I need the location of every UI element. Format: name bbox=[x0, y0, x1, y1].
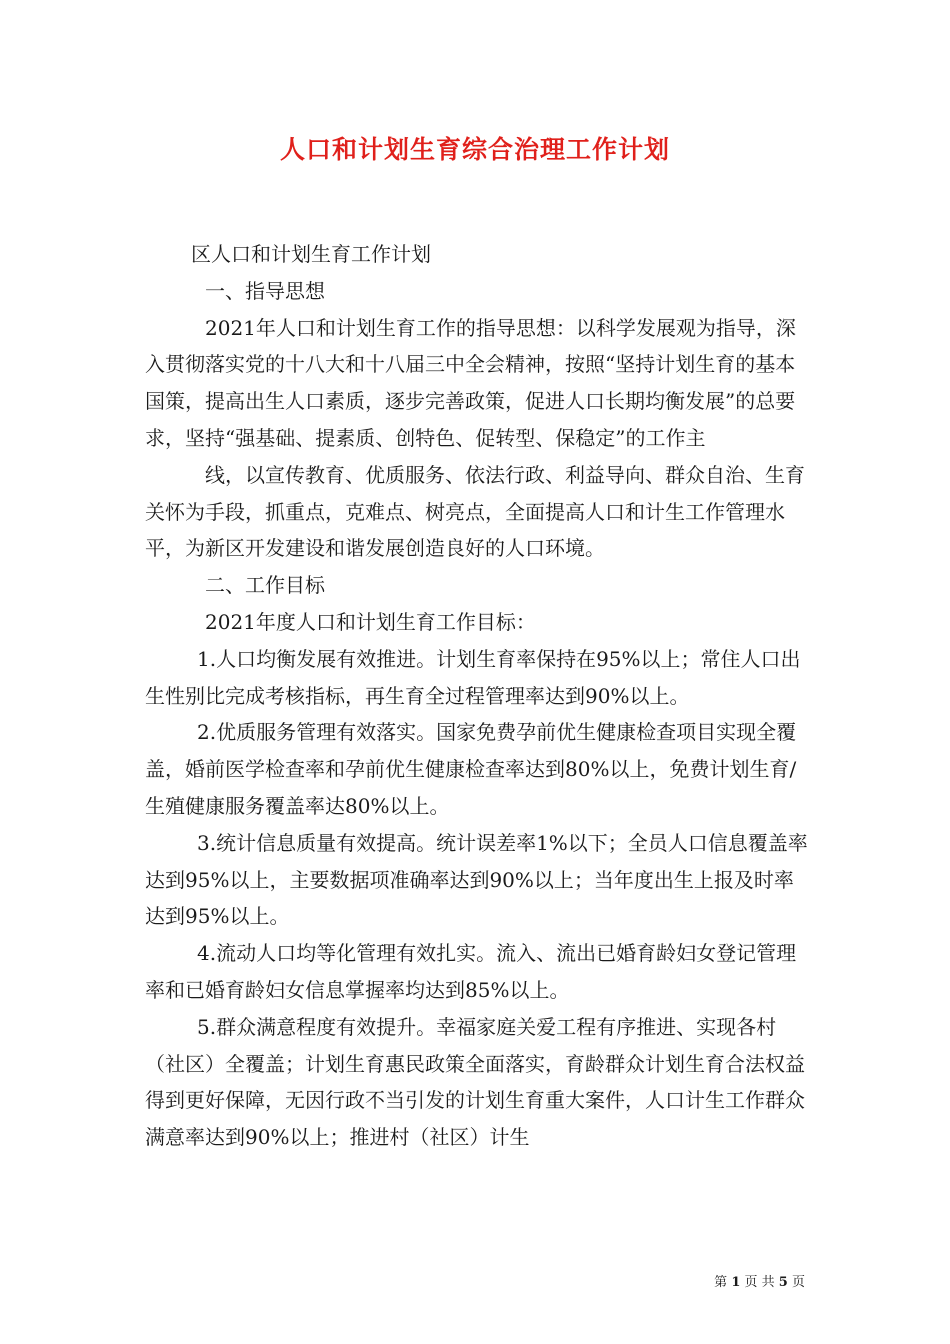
paragraph-guiding-thought-cont: 线，以宣传教育、优质服务、依法行政、利益导向、群众自治、生育关怀为手段，抓重点，克难点、树亮点，全面提高人口和计生工作管理水平，为新区开发建设和谐发展创造良好的人口环境。 bbox=[145, 462, 805, 561]
page-label-suffix: 页 bbox=[791, 1275, 805, 1290]
paragraph-goal-1: 1.人口均衡发展有效推进。计划生育率保持在95%以上；常住人口出生性别比完成考核指标，再生育全过程管理率达到90%以上。 bbox=[145, 646, 801, 708]
paragraph-goal-4: 4.流动人口均等化管理有效扎实。流入、流出已婚育龄妇女登记管理率和已婚育龄妇女信息掌握率均达到85%以上。 bbox=[145, 941, 797, 1002]
section-heading-work-goals: 二、工作目标 bbox=[205, 573, 325, 598]
paragraph-goal-5: 5.群众满意程度有效提升。幸福家庭关爱工程有序推进、实现各村（社区）全覆盖；计划生育惠民政策全面落实，育龄群众计划生育合法权益得到更好保障，无因行政不当引发的计划生育重大案件，人口计生工作群众满意率达到90%以上；推进村（社区）计生 bbox=[145, 1014, 805, 1150]
total-pages: 5 bbox=[778, 1275, 788, 1290]
page-label-middle: 页 共 bbox=[744, 1275, 775, 1290]
current-page: 1 bbox=[731, 1275, 741, 1290]
section-heading-guiding-thought: 一、指导思想 bbox=[205, 278, 325, 303]
paragraph-guiding-thought: 2021年人口和计划生育工作的指导思想：以科学发展观为指导，深入贯彻落实党的十八大和十八届三中全会精神，按照“坚持计划生育的基本国策，提高出生人口素质，逐步完善政策，促进人口长期均衡发展”的总要求，坚持“强基础、提素质、创特色、促转型、保稳定”的工作主 bbox=[145, 315, 796, 450]
paragraph-heading-plan: 区人口和计划生育工作计划 bbox=[191, 242, 431, 266]
page-number bbox=[714, 1271, 805, 1290]
paragraph-goals-intro: 2021年度人口和计划生育工作目标： bbox=[205, 609, 536, 634]
document-title: 人口和计划生育综合治理工作计划 bbox=[279, 135, 670, 164]
paragraph-goal-2: 2.优质服务管理有效落实。国家免费孕前优生健康检查项目实现全覆盖，婚前医学检查率和孕前优生健康检查率达到80%以上，免费计划生育/生殖健康服务覆盖率达80%以上。 bbox=[145, 720, 797, 818]
paragraph-goal-3: 3.统计信息质量有效提高。统计误差率1%以下；全员人口信息覆盖率达到95%以上，主要数据项准确率达到90%以上；当年度出生上报及时率达到95%以上。 bbox=[145, 830, 808, 929]
page-label-prefix: 第 bbox=[714, 1275, 728, 1290]
document-body bbox=[145, 236, 809, 1156]
